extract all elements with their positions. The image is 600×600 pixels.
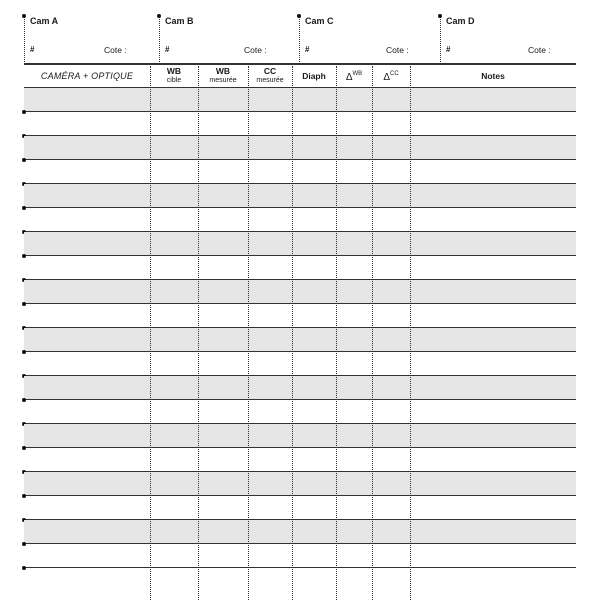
table-row xyxy=(24,256,576,280)
table-row xyxy=(24,472,576,496)
col-separator xyxy=(336,66,337,600)
table-row xyxy=(24,208,576,232)
cam-a-number-label: # xyxy=(30,45,35,54)
cam-b-number-label: # xyxy=(165,45,170,54)
header-camera-optique xyxy=(24,65,150,87)
cam-a-block xyxy=(24,14,150,62)
header-diaph: Diaph xyxy=(302,70,326,81)
cam-a-title: Cam A xyxy=(30,16,59,26)
col-separator xyxy=(198,66,199,600)
col-separator xyxy=(248,66,249,600)
cam-c-block xyxy=(299,14,425,62)
table-body xyxy=(24,88,576,568)
table-row xyxy=(24,328,576,352)
cam-c-cote-label: Cote : xyxy=(386,45,409,55)
cam-d-number-label: # xyxy=(446,45,451,54)
table-row xyxy=(24,544,576,568)
table-header-row xyxy=(24,65,576,87)
cam-b-title: Cam B xyxy=(165,16,194,26)
table-row xyxy=(24,88,576,112)
header-notes: Notes xyxy=(481,70,505,81)
delta-wb-sup: WB xyxy=(352,71,363,77)
table-row xyxy=(24,112,576,136)
cam-d-cote-label: Cote : xyxy=(528,45,551,55)
header-cc-mesuree: CC mesurée xyxy=(256,66,284,84)
table-row xyxy=(24,520,576,544)
col-separator xyxy=(410,66,411,600)
header-wb-mesuree: WB mesurée xyxy=(209,66,237,84)
cam-b-block xyxy=(159,14,285,62)
header-delta-cc xyxy=(372,65,410,87)
header-wb-cible: WB cible xyxy=(166,66,182,84)
row-marker-dot xyxy=(22,566,26,570)
cam-c-number-label: # xyxy=(305,45,310,54)
table-row xyxy=(24,160,576,184)
table-row xyxy=(24,448,576,472)
table-row xyxy=(24,304,576,328)
delta-cc-symbol: Δ xyxy=(383,72,390,83)
table-row xyxy=(24,376,576,400)
table-row xyxy=(24,136,576,160)
header-delta-wb xyxy=(336,65,372,87)
header-camera-label: CAMÉRA + OPTIQUE xyxy=(40,70,134,81)
table-row xyxy=(24,232,576,256)
table-row xyxy=(24,424,576,448)
col-separator xyxy=(150,66,151,600)
cam-d-title: Cam D xyxy=(446,16,475,26)
delta-wb-symbol: Δ xyxy=(345,72,353,83)
table-row xyxy=(24,352,576,376)
cam-b-cote-label: Cote : xyxy=(244,45,267,55)
table-row xyxy=(24,400,576,424)
cam-a-cote-label: Cote : xyxy=(104,45,127,55)
cam-d-block xyxy=(440,14,570,62)
table-row xyxy=(24,496,576,520)
delta-cc-sup: CC xyxy=(390,71,399,77)
cam-c-title: Cam C xyxy=(305,16,334,26)
table-row xyxy=(24,280,576,304)
col-separator xyxy=(292,66,293,600)
table-row xyxy=(24,184,576,208)
col-separator xyxy=(372,66,373,600)
